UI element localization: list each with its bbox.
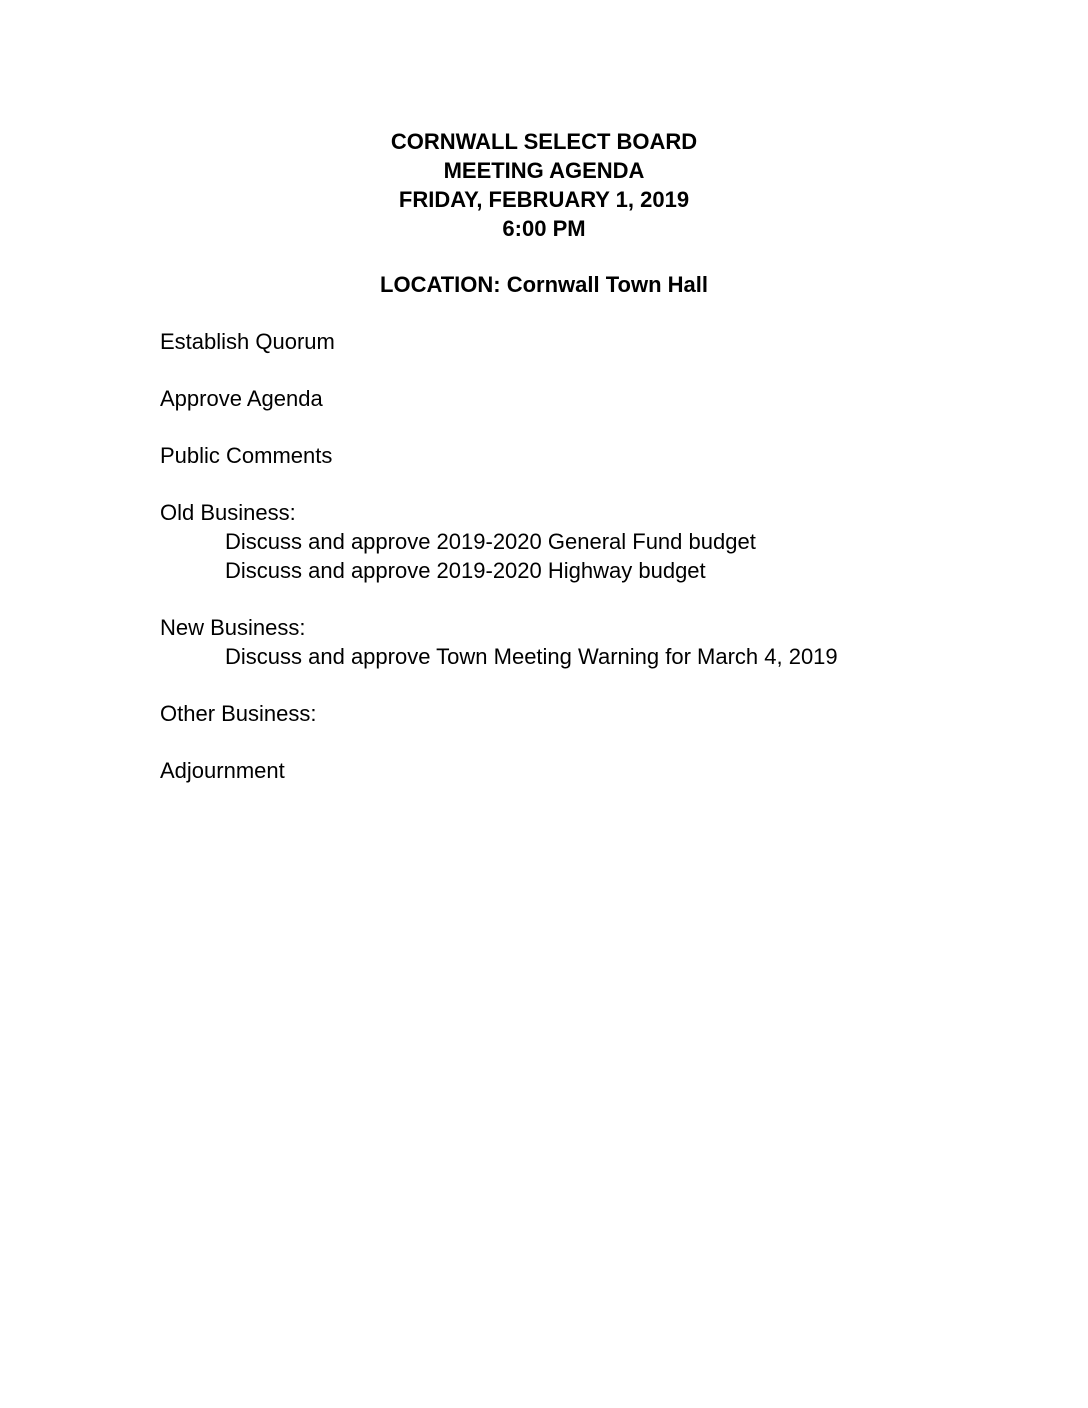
agenda-item-title: New Business: <box>160 615 306 640</box>
meeting-date: FRIDAY, FEBRUARY 1, 2019 <box>398 187 690 212</box>
agenda-item-public-comments <box>160 441 1040 470</box>
agenda-item-establish-quorum <box>160 327 1040 356</box>
document-header <box>0 127 1088 243</box>
meeting-time: 6:00 PM <box>502 216 586 241</box>
agenda-item-approve-agenda <box>160 384 1040 413</box>
agenda-item-other-business <box>160 699 1040 728</box>
org-name: CORNWALL SELECT BOARD <box>390 129 698 154</box>
document-type: MEETING AGENDA <box>443 158 645 183</box>
agenda-item-new-business <box>160 613 1040 671</box>
agenda-item-title: Establish Quorum <box>160 329 335 354</box>
agenda-item-old-business <box>160 498 1040 585</box>
agenda-list <box>160 327 1040 813</box>
agenda-item-title: Other Business: <box>160 701 317 726</box>
agenda-sub-item: Discuss and approve Town Meeting Warning for March 4, 2019 <box>225 644 838 669</box>
agenda-item-title: Public Comments <box>160 443 333 468</box>
meeting-location: LOCATION: Cornwall Town Hall <box>380 272 708 297</box>
agenda-sub-item: Discuss and approve 2019-2020 Highway budget <box>225 558 706 583</box>
agenda-sub-item: Discuss and approve 2019-2020 General Fund budget <box>225 529 756 554</box>
agenda-item-adjournment <box>160 756 1040 785</box>
agenda-item-title: Old Business: <box>160 500 296 525</box>
agenda-item-title: Approve Agenda <box>160 386 323 411</box>
agenda-item-title: Adjournment <box>160 758 285 783</box>
